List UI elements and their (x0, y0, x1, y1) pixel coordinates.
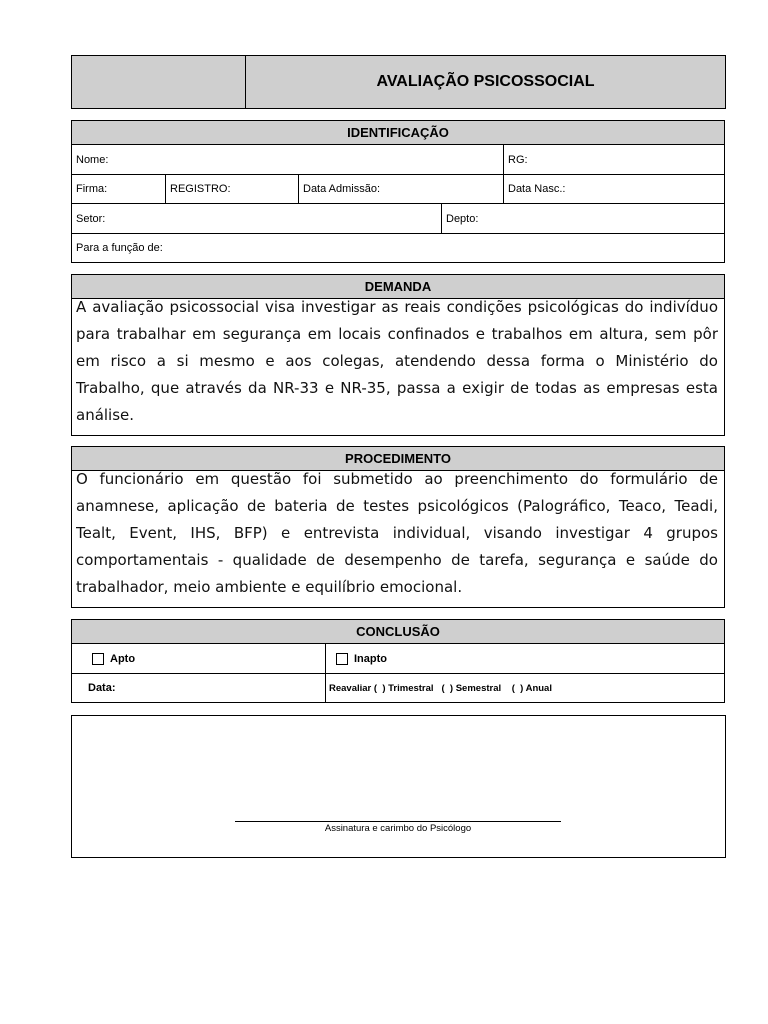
identificacao-row-1 (72, 145, 724, 175)
procedimento-line: trabalhador, meio ambiente e equilíbrio emocional. (76, 578, 463, 596)
demanda-title: DEMANDA (72, 275, 724, 299)
procedimento-title: PROCEDIMENTO (72, 447, 724, 471)
header-logo-cell (72, 56, 246, 108)
data-admissao-field: Data Admissão: (299, 175, 504, 203)
reavaliar-options: Reavaliar ( ) Trimestral ( ) Semestral ( ) Anual (329, 682, 552, 694)
assinatura-section (71, 715, 726, 858)
procedimento-paragraph (76, 466, 718, 601)
depto-field: Depto: (446, 212, 479, 225)
form-title: AVALIAÇÃO PSICOSSOCIAL (376, 73, 595, 90)
procedimento-line: Tealt, Event, IHS, BFP) e entrevista individual, visando investigar 4 grupos (76, 524, 718, 542)
demanda-line: A avaliação psicossocial visa investigar as reais condições psicológicas do indivíduo (76, 298, 718, 316)
inapto-checkbox[interactable] (336, 653, 348, 665)
signature-caption: Assinatura e carimbo do Psicólogo (324, 823, 472, 834)
data-field: Data: (72, 674, 326, 702)
firma-field: Firma: (72, 175, 166, 203)
nome-field: Nome: (72, 145, 504, 174)
demanda-line: Trabalho, que através da NR-33 e NR-35, passa a exigir de todas as empresas esta (76, 379, 718, 397)
procedimento-section (71, 446, 725, 608)
form-header (71, 55, 726, 109)
demanda-line: análise. (76, 406, 135, 424)
setor-field: Setor: (72, 204, 442, 233)
conclusao-title: CONCLUSÃO (72, 620, 724, 644)
identificacao-title: IDENTIFICAÇÃO (72, 121, 724, 145)
procedimento-line: anamnese, aplicação de bateria de testes psicológicos (Palográfico, Teaco, Teadi, (76, 497, 718, 515)
conclusao-row-1 (72, 644, 724, 674)
demanda-section (71, 274, 725, 436)
apto-checkbox[interactable] (92, 653, 104, 665)
conclusao-section (71, 619, 725, 703)
demanda-paragraph (76, 294, 718, 429)
registro-field: REGISTRO: (166, 175, 299, 203)
conclusao-row-2 (72, 674, 724, 702)
identificacao-row-3 (72, 204, 724, 234)
inapto-label: Inapto (354, 652, 387, 665)
funcao-field: Para a função de: (76, 242, 163, 254)
rg-field: RG: (508, 153, 528, 166)
data-nasc-field: Data Nasc.: (508, 183, 566, 195)
identificacao-row-2 (72, 175, 724, 204)
apto-label: Apto (110, 652, 136, 665)
identificacao-section (71, 120, 725, 263)
signature-line (235, 821, 561, 822)
procedimento-line: comportamentais - qualidade de desempenho de tarefa, segurança e saúde do (76, 551, 718, 569)
identificacao-row-4 (72, 234, 724, 262)
demanda-line: em risco a si mesmo e aos colegas, atendendo dessa forma o Ministério do (76, 352, 718, 370)
demanda-line: para trabalhar em segurança em locais confinados e trabalhos em altura, sem pôr (76, 325, 718, 343)
inapto-option (326, 644, 724, 673)
procedimento-line: O funcionário em questão foi submetido ao preenchimento do formulário de (76, 470, 718, 488)
apto-option (72, 644, 326, 673)
